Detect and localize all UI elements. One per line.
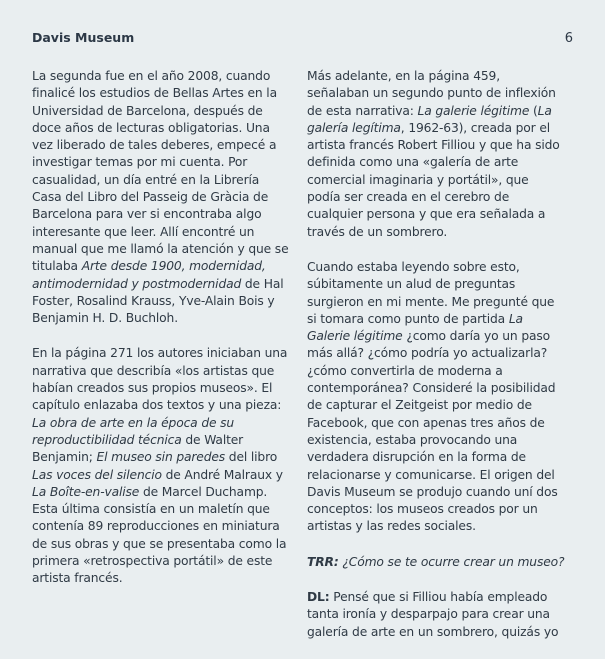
interview-question [307, 554, 565, 571]
text-run: La galería legítima [307, 103, 552, 135]
text-run: ¿como daría yo un paso más allá? ¿cómo podría yo actualizarla? ¿cómo convertirla de moderna a contemporánea? Consideré la posibilidad de capturar el Zeitgeist por medio de Facebook, que con apenas tres años de existencia, estaba provocando una verdadera disrupción en la forma de relacionarse y comunicarse. El origen del Davis Museum se produjo cuando uní dos conceptos: los museos creados por un artistas y las redes sociales. [307, 329, 558, 534]
paragraph-left-1 [32, 68, 290, 327]
text-run: La segunda fue en el año 2008, cuando finalicé los estudios de Bellas Artes en la Universidad de Barcelona, después de doce años de lecturas obligatorias. Una vez liberado de tales deberes, empecé a investigar temas por mi cuenta. Por casualidad, un día entré en la Librería Casa del Libro del Passeig de Gràcia de Barcelona para ver si encontraba algo interesante que leer. Allí encontré un manual que me llamó la atención y que se titulaba [32, 69, 289, 274]
running-header [32, 30, 573, 46]
text-run: La obra de arte en la época de su reproductibilidad técnica [32, 415, 235, 447]
answer-speaker: DL: [307, 590, 330, 605]
answer-text: Pensé que si Filliou había empleado tanta ironía y desparpajo para crear una galería de arte en un sombrero, quizás yo [307, 590, 559, 639]
text-run: La galerie légitime [417, 103, 530, 118]
text-run: Las voces del silencio [32, 467, 162, 482]
text-run: Más adelante, en la página 459, señalaban un segundo punto de inflexión de esta narrativa: [307, 69, 556, 118]
text-run: ( [529, 103, 538, 118]
paragraph-right-1 [307, 68, 565, 241]
text-run: de Hal Foster, Rosalind Krauss, Yve-Alain Bois y Benjamin H. D. Buchloh. [32, 276, 284, 326]
paragraph-right-2 [307, 259, 565, 536]
right-column [307, 68, 565, 659]
text-run: de Marcel Duchamp. Esta última consistía en un maletín que contenía 89 reproducciones en miniatura de sus obras y que se presentaba como la primera «retrospectiva portátil» de este artista francés. [32, 484, 287, 586]
left-column [32, 68, 290, 606]
text-run: Cuando estaba leyendo sobre esto, súbitamente un alud de preguntas surgieron en mi mente. Me pregunté que si tomara como punto de partida [307, 259, 555, 326]
text-run: En la página 271 los autores iniciaban una narrativa que describía «los artistas que habían creados sus propios museos». El capítulo enlazaba dos textos y una pieza: [32, 346, 288, 413]
question-speaker: TRR: [307, 554, 339, 569]
text-run: , 1962-63), creada por el artista francés Robert Filliou y que ha sido definida como una «galería de arte comercial imaginaria y portátil», que podía ser creada en el cerebro de cualquier persona y que era señalada a través de un sombrero. [307, 120, 560, 239]
text-run: El museo sin paredes [96, 450, 226, 465]
question-text: ¿Cómo se te ocurre crear un museo? [338, 554, 565, 569]
text-run: de Walter Benjamin; [32, 432, 244, 465]
text-run: La Boîte-en-valise [32, 484, 140, 499]
text-run: del libro [225, 450, 278, 465]
header-title: Davis Museum [32, 30, 135, 45]
interview-answer [307, 589, 565, 641]
page-number: 6 [564, 31, 573, 46]
text-run: de André Malraux y [161, 467, 283, 482]
text-run: La Galerie légitime [307, 311, 523, 344]
text-run: Arte desde 1900, modernidad, antimodernidad y postmodernidad [32, 259, 266, 291]
paragraph-left-2 [32, 345, 290, 587]
